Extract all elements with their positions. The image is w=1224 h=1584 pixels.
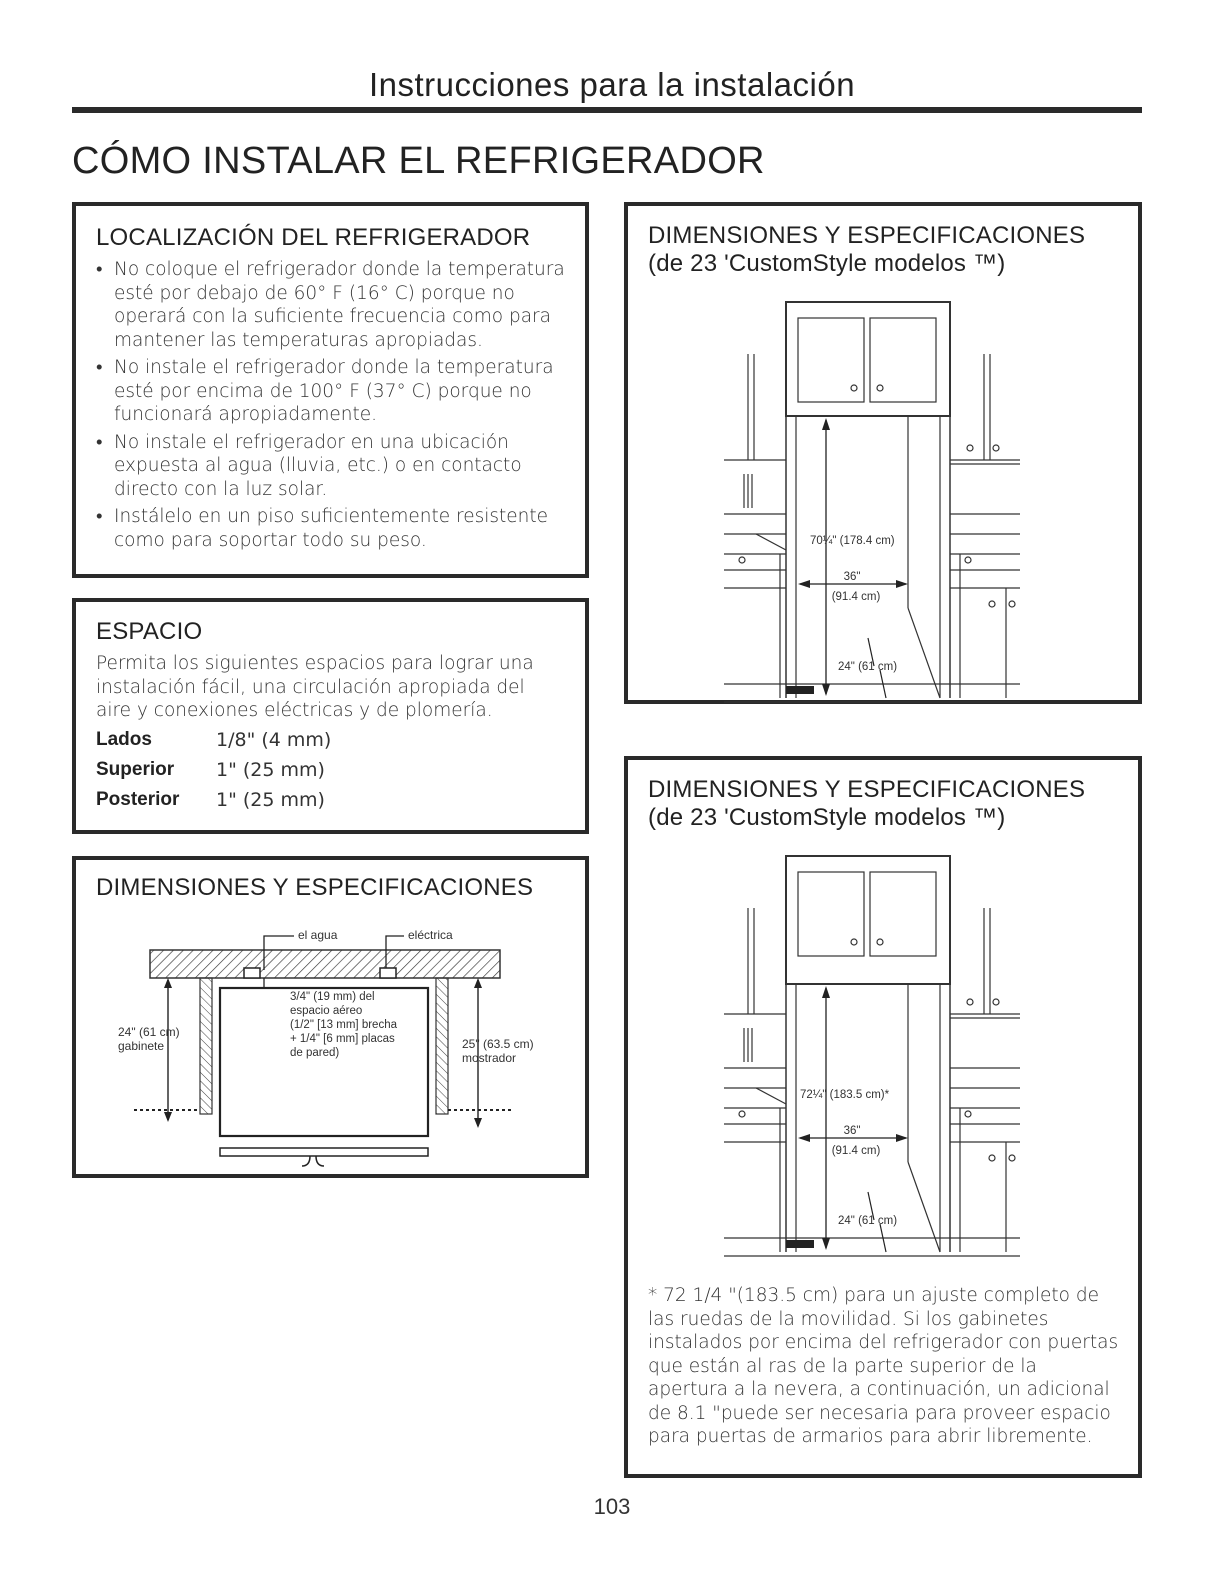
gap-label-4: + 1/4" [6 mm] placas (290, 1033, 395, 1045)
elevation-diagram-2 (720, 852, 1030, 1252)
space-section (72, 598, 589, 834)
page-number: 103 (593, 1494, 631, 1519)
width-label-1b: (91.4 cm) (831, 591, 881, 603)
dimensions-title-1: DIMENSIONES Y ESPECIFICACIONES (648, 222, 1086, 249)
location-section (72, 202, 589, 578)
elevation-diagram-1 (720, 298, 1030, 698)
location-bullet: • No coloque el refrigerador donde la temperatura esté por debajo de 60° F (16° C) porque no operará con la suficiente frecuencia como para mantener las temperaturas apropiadas. (94, 258, 567, 352)
counter-label: mostrador (462, 1051, 517, 1065)
dimensions-footnote: * 72 1/4 "(183.5 cm) para un ajuste completo de las ruedas de la movilidad. Si los gabinetes instalados por encima del refrigerador con puertas que están al ras de la parte superior de la apertura a la nevera, a continuación, un adicional de 8.1 "puede ser necesaria para proveer espacio para puertas de armarios para abrir libremente. (648, 1285, 1119, 1447)
height-label-2: 72¼" (183.5 cm)* (800, 1089, 890, 1101)
dimensions-title-2: DIMENSIONES Y ESPECIFICACIONES (648, 776, 1086, 803)
width-label-2a: 36" (843, 1125, 861, 1137)
cabinet-depth-label: 24" (61 cm) (118, 1025, 180, 1039)
space-row-sides (96, 725, 565, 755)
header-divider (72, 107, 1142, 113)
space-row-back (96, 785, 565, 815)
depth-label-2: 24" (61 cm) (838, 1215, 898, 1227)
dimensions-section-2 (624, 756, 1142, 1478)
location-bullet: • No instale el refrigerador en una ubicación expuesta al agua (lluvia, etc.) o en contacto directo con la luz solar. (94, 431, 567, 502)
dimensions-subtitle-1: (de 23 'CustomStyle modelos ™) (648, 250, 1006, 277)
space-intro: Permita los siguientes espacios para lograr una instalación fácil, una circulación apropiada del aire y conexiones eléctricas y de plomería. (96, 653, 534, 721)
space-value: 1" (25 mm) (216, 788, 325, 811)
electric-label: eléctrica (408, 928, 453, 942)
location-title: LOCALIZACIÓN DEL REFRIGERADOR (96, 224, 531, 251)
location-bullet: • Instálelo en un piso suficientemente resistente como para soportar todo su peso. (94, 505, 567, 552)
page-title: CÓMO INSTALAR EL REFRIGERADOR (72, 140, 765, 182)
height-label-1: 70¼" (178.4 cm) (810, 535, 895, 547)
counter-depth-label: 25" (63.5 cm) (462, 1037, 534, 1051)
location-bullet: • No instale el refrigerador donde la temperatura esté por encima de 100° F (37° C) porque no funcionará apropiadamente. (94, 356, 567, 427)
space-row-top (96, 755, 565, 785)
page-header-title: Instrucciones para la instalación (368, 66, 856, 103)
space-title: ESPACIO (96, 618, 203, 645)
space-label: Lados (96, 728, 152, 750)
gap-label-3: (1/2" [13 mm] brecha (290, 1019, 397, 1031)
dimensions-section-1 (624, 202, 1142, 704)
space-label: Posterior (96, 788, 180, 810)
water-label: el agua (298, 928, 338, 942)
depth-label-1: 24" (61 cm) (838, 661, 898, 673)
location-bullets (94, 258, 567, 552)
space-value: 1/8" (4 mm) (216, 728, 332, 751)
gap-label-1: 3/4" (19 mm) del (290, 991, 375, 1003)
cabinet-label: gabinete (118, 1039, 165, 1053)
plan-dimensions-title: DIMENSIONES Y ESPECIFICACIONES (96, 874, 534, 901)
width-label-1a: 36" (843, 571, 861, 583)
space-value: 1" (25 mm) (216, 758, 325, 781)
gap-label-2: espacio aéreo (290, 1005, 363, 1017)
plan-diagram (118, 920, 544, 1160)
width-label-2b: (91.4 cm) (831, 1145, 881, 1157)
space-label: Superior (96, 758, 175, 780)
plan-dimensions-section (72, 856, 589, 1178)
dimensions-subtitle-2: (de 23 'CustomStyle modelos ™) (648, 804, 1006, 831)
gap-label-5: de pared) (290, 1047, 340, 1059)
